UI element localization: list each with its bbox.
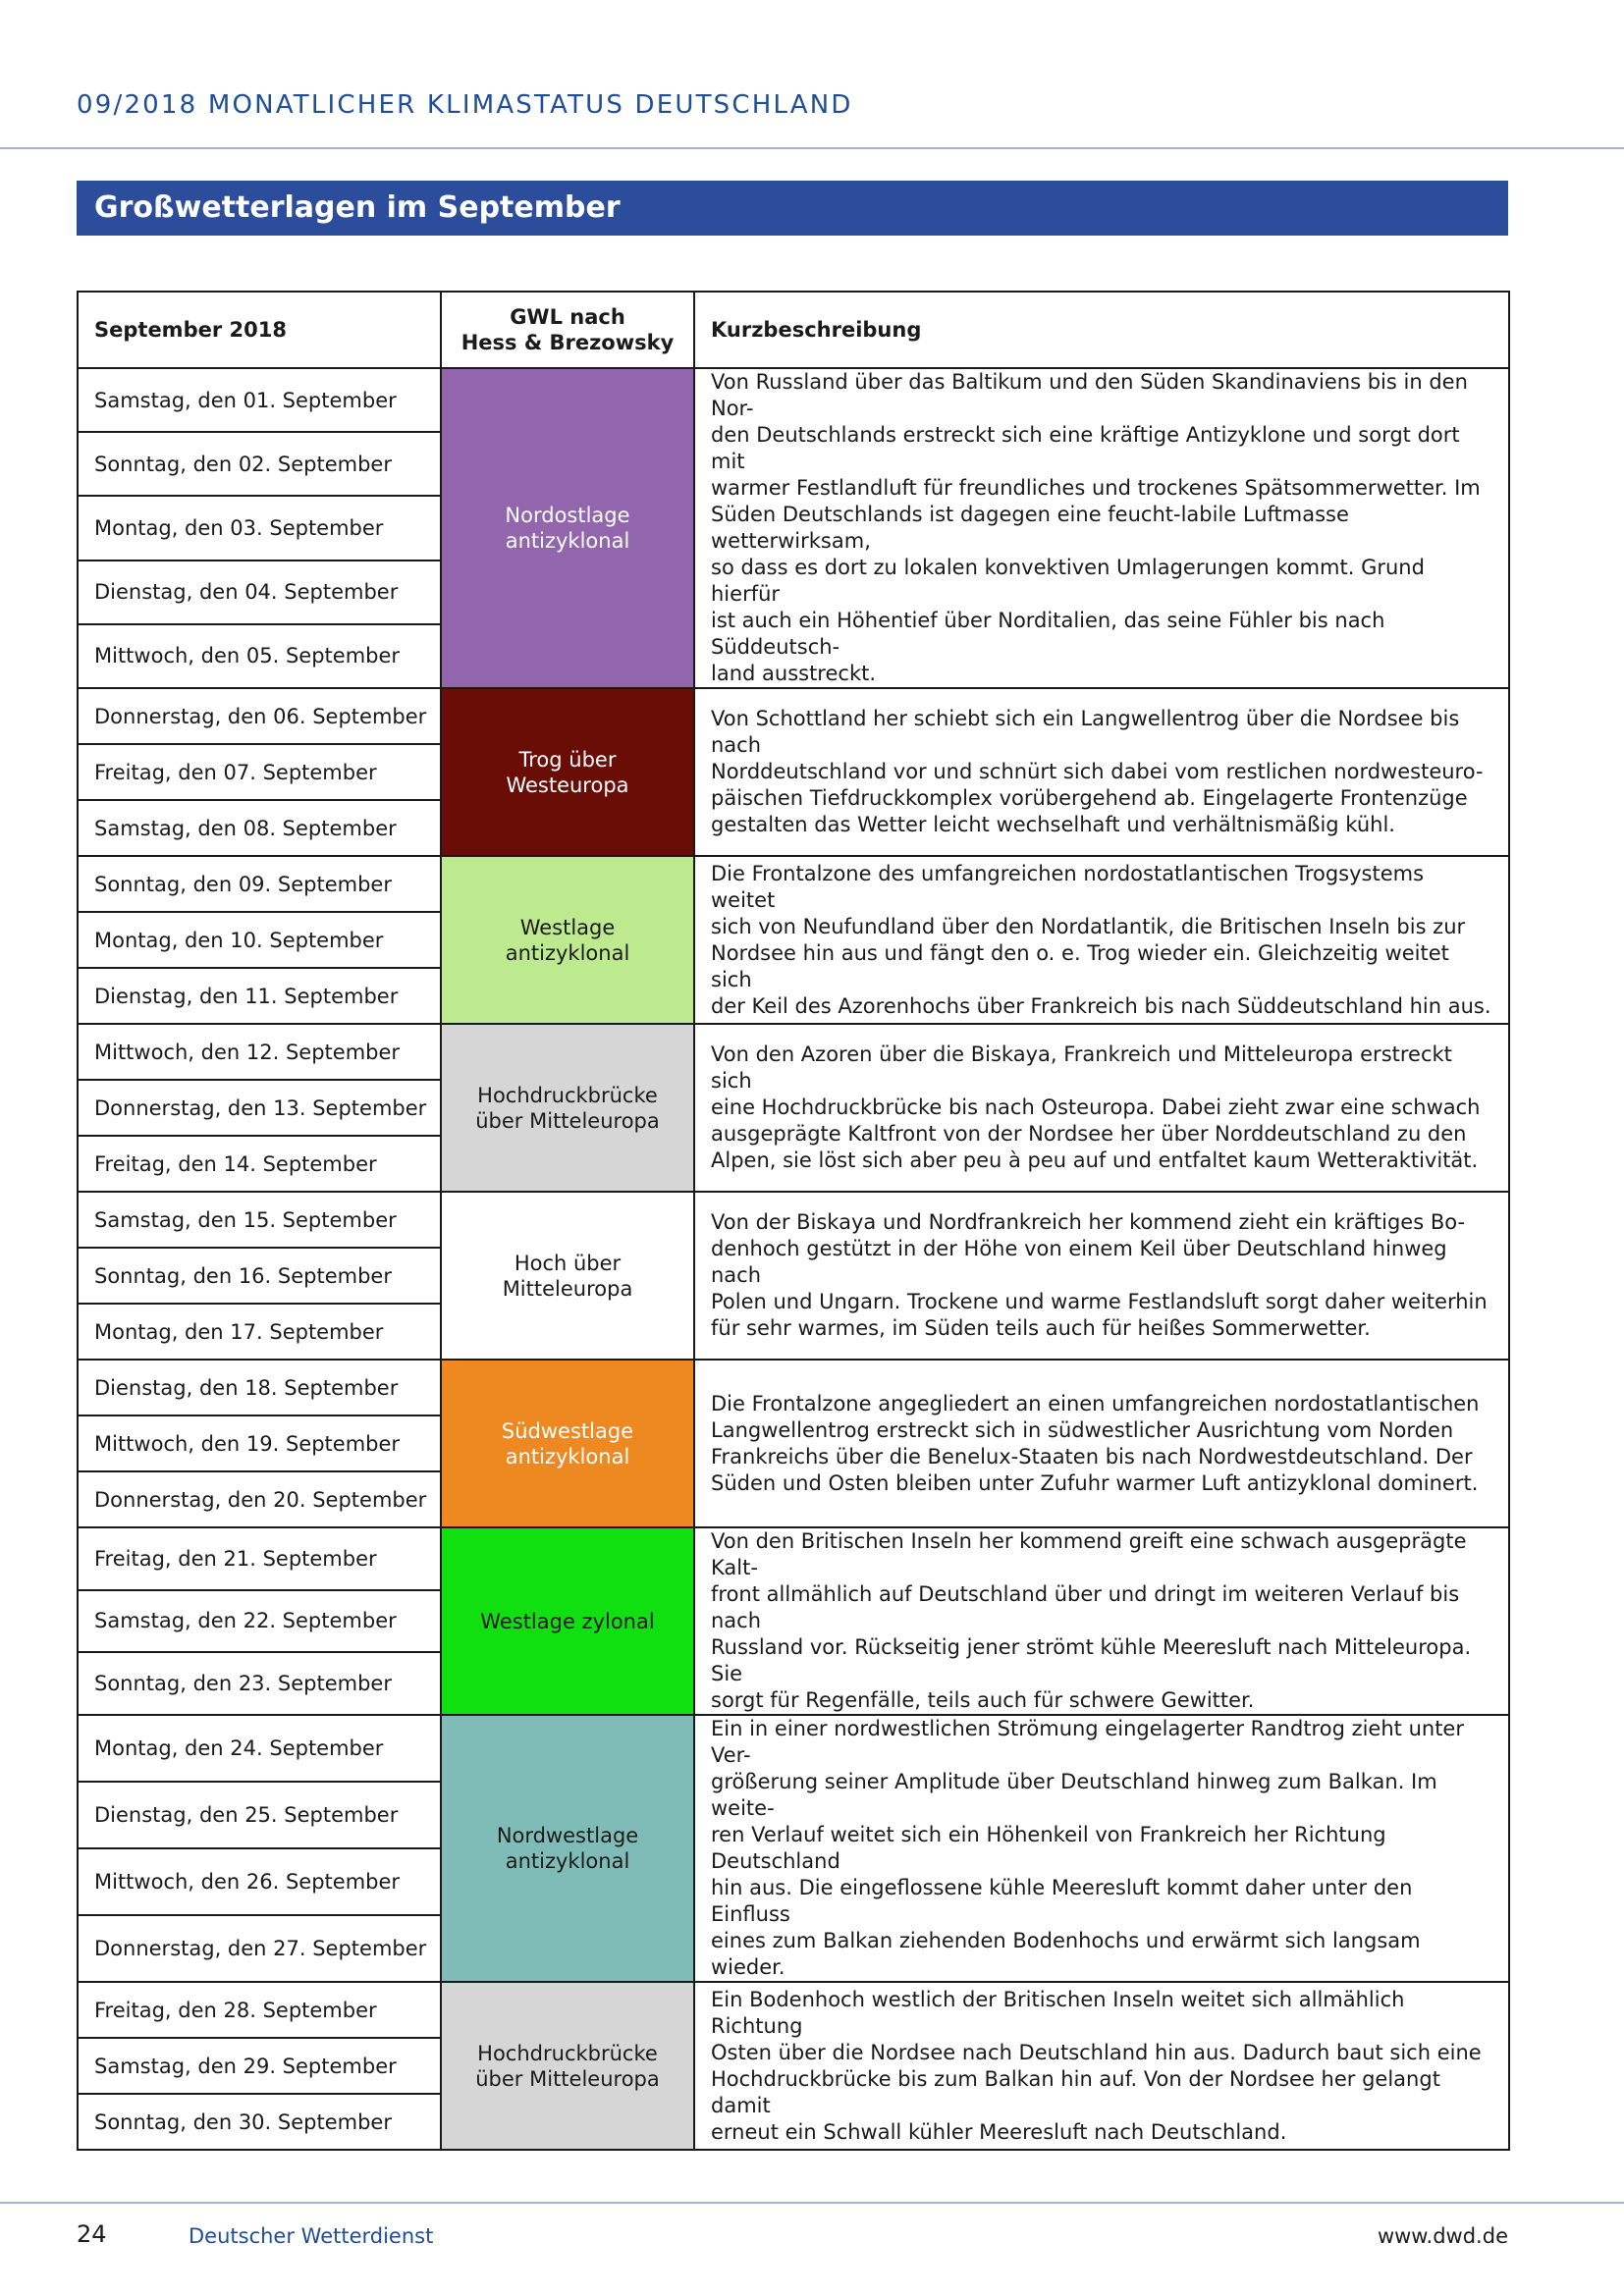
description-line: Polen und Ungarn. Trockene und warme Festlandsluft sorgt daher weiterhin bbox=[711, 1290, 1488, 1313]
gwl-type-cell bbox=[441, 1360, 694, 1527]
gwl-type-line1: Hochdruckbrücke bbox=[477, 1083, 658, 1107]
description-line: Von den Azoren über die Biskaya, Frankreich und Mitteleuropa erstreckt sich bbox=[711, 1042, 1452, 1093]
description-line: warmer Festlandluft für freundliches und trockenes Spätsommerwetter. Im bbox=[711, 476, 1481, 500]
gwl-type-line2: antizyklonal bbox=[505, 940, 630, 965]
date-cell: Freitag, den 28. September bbox=[78, 1982, 441, 2038]
date-cell: Sonntag, den 30. September bbox=[78, 2094, 441, 2150]
description-line: Süden Deutschlands ist dagegen eine feucht-labile Luftmasse wetterwirksam, bbox=[711, 503, 1349, 553]
description-cell bbox=[694, 856, 1509, 1024]
header-gwl-line2: Hess & Brezowsky bbox=[460, 331, 675, 354]
date-cell: Dienstag, den 11. September bbox=[78, 968, 441, 1024]
gwl-type-line2: antizyklonal bbox=[505, 1444, 630, 1468]
date-cell: Samstag, den 29. September bbox=[78, 2038, 441, 2094]
description-cell bbox=[694, 1024, 1509, 1192]
gwl-type-line1: Nordwestlage bbox=[496, 1824, 639, 1847]
header-description: Kurzbeschreibung bbox=[694, 292, 1509, 368]
date-cell: Sonntag, den 23. September bbox=[78, 1652, 441, 1715]
date-cell: Samstag, den 15. September bbox=[78, 1192, 441, 1248]
description-line: eine Hochdruckbrücke bis nach Osteuropa. Dabei zieht zwar eine schwach bbox=[711, 1095, 1481, 1119]
gwl-type-cell bbox=[441, 1192, 694, 1360]
header-gwl bbox=[441, 292, 694, 368]
description-line: so dass es dort zu lokalen konvektiven Umlagerungen kommt. Grund hierfür bbox=[711, 556, 1425, 606]
description-line: Norddeutschland vor und schnürt sich dabei vom restlichen nordwesteuro- bbox=[711, 760, 1484, 783]
table-body bbox=[78, 368, 1509, 2150]
description-line: päischen Tiefdruckkomplex vorübergehend ab. Eingelagerte Frontenzüge bbox=[711, 786, 1468, 810]
date-cell: Donnerstag, den 06. September bbox=[78, 688, 441, 744]
gwl-type-cell bbox=[441, 368, 694, 688]
date-cell: Donnerstag, den 13. September bbox=[78, 1080, 441, 1136]
description-line: ren Verlauf weitet sich ein Höhenkeil von Frankreich her Richtung Deutschland bbox=[711, 1823, 1386, 1873]
description-cell bbox=[694, 1982, 1509, 2150]
description-line: land ausstreckt. bbox=[711, 662, 877, 685]
date-cell: Mittwoch, den 05. September bbox=[78, 624, 441, 688]
date-cell: Donnerstag, den 27. September bbox=[78, 1915, 441, 1982]
description-line: Frankreichs über die Benelux-Staaten bis nach Nordwestdeutschland. Der bbox=[711, 1444, 1473, 1468]
date-cell: Samstag, den 08. September bbox=[78, 800, 441, 856]
table-row bbox=[78, 1360, 1509, 1415]
table-row bbox=[78, 856, 1509, 912]
date-cell: Freitag, den 21. September bbox=[78, 1527, 441, 1590]
date-cell: Freitag, den 14. September bbox=[78, 1136, 441, 1192]
date-cell: Montag, den 17. September bbox=[78, 1304, 441, 1360]
description-line: Hochdruckbrücke bis zum Balkan hin auf. Von der Nordsee her gelangt damit bbox=[711, 2066, 1440, 2117]
table-row bbox=[78, 1024, 1509, 1080]
gwl-type-line1: Südwestlage bbox=[501, 1418, 634, 1443]
description-line: sich von Neufundland über den Nordatlantik, die Britischen Inseln bis zur bbox=[711, 914, 1466, 938]
footer-organization: Deutscher Wetterdienst bbox=[189, 2224, 434, 2248]
gwl-type-line1: Westlage zylonal bbox=[480, 1609, 655, 1633]
description-cell bbox=[694, 368, 1509, 688]
date-cell: Montag, den 03. September bbox=[78, 496, 441, 560]
gwl-type-cell bbox=[441, 1715, 694, 1982]
footer-divider bbox=[0, 2202, 1624, 2204]
description-line: Ein Bodenhoch westlich der Britischen Inseln weitet sich allmählich Richtung bbox=[711, 1987, 1405, 2038]
date-cell: Mittwoch, den 26. September bbox=[78, 1848, 441, 1915]
section-title: Großwetterlagen im September bbox=[77, 181, 1508, 236]
gwl-type-line2: antizyklonal bbox=[505, 529, 630, 553]
gwl-type-line1: Nordostlage bbox=[505, 504, 630, 527]
description-line: Von Russland über das Baltikum und den Süden Skandinaviens bis in den Nor- bbox=[711, 370, 1468, 420]
description-line: Ein in einer nordwestlichen Strömung eingelagerter Randtrog zieht unter Ver- bbox=[711, 1717, 1464, 1767]
description-cell bbox=[694, 1527, 1509, 1715]
date-cell: Sonntag, den 09. September bbox=[78, 856, 441, 912]
table-row bbox=[78, 1715, 1509, 1782]
description-cell bbox=[694, 1192, 1509, 1360]
date-cell: Mittwoch, den 12. September bbox=[78, 1024, 441, 1080]
description-line: front allmählich auf Deutschland über und dringt im weiteren Verlauf bis nach bbox=[711, 1582, 1460, 1632]
table-row bbox=[78, 688, 1509, 744]
description-line: ausgeprägte Kaltfront von der Nordsee her über Norddeutschland zu den bbox=[711, 1122, 1467, 1146]
description-line: Von der Biskaya und Nordfrankreich her kommend zieht ein kräftiges Bo- bbox=[711, 1210, 1466, 1234]
description-cell bbox=[694, 1360, 1509, 1527]
date-cell: Montag, den 24. September bbox=[78, 1715, 441, 1782]
header-divider bbox=[0, 147, 1624, 149]
date-cell: Samstag, den 01. September bbox=[78, 368, 441, 432]
description-line: Die Frontalzone des umfangreichen nordostatlantischen Trogsystems weitet bbox=[711, 861, 1425, 912]
gwl-type-line1: Hochdruckbrücke bbox=[477, 2041, 658, 2065]
date-cell: Dienstag, den 25. September bbox=[78, 1782, 441, 1848]
description-line: denhoch gestützt in der Höhe von einem Keil über Deutschland hinweg nach bbox=[711, 1237, 1447, 1287]
description-line: Langwellentrog erstreckt sich in südwestlicher Ausrichtung vom Norden bbox=[711, 1417, 1454, 1442]
gwl-type-line1: Trog über bbox=[518, 747, 617, 772]
gwl-type-cell bbox=[441, 1024, 694, 1192]
description-line: Die Frontalzone angegliedert an einen umfangreichen nordostatlantischen bbox=[711, 1391, 1480, 1415]
description-line: Von den Britischen Inseln her kommend greift eine schwach ausgeprägte Kalt- bbox=[711, 1529, 1467, 1579]
footer-url: www.dwd.de bbox=[1377, 2224, 1508, 2248]
description-line: größerung seiner Amplitude über Deutschland hinweg zum Balkan. Im weite- bbox=[711, 1770, 1437, 1820]
table-row bbox=[78, 1982, 1509, 2038]
description-line: ist auch ein Höhentief über Norditalien, das seine Fühler bis nach Süddeutsch- bbox=[711, 609, 1385, 659]
weather-pattern-table bbox=[77, 291, 1510, 2151]
header-date: September 2018 bbox=[78, 292, 441, 368]
description-line: gestalten das Wetter leicht wechselhaft und verhältnismäßig kühl. bbox=[711, 813, 1395, 836]
date-cell: Freitag, den 07. September bbox=[78, 744, 441, 800]
table-row bbox=[78, 1192, 1509, 1248]
gwl-type-line2: antizyklonal bbox=[505, 1849, 630, 1873]
page-number: 24 bbox=[77, 2220, 107, 2248]
gwl-type-cell bbox=[441, 856, 694, 1024]
gwl-type-line1: Hoch über bbox=[514, 1251, 622, 1275]
description-cell bbox=[694, 688, 1509, 856]
date-cell: Mittwoch, den 19. September bbox=[78, 1415, 441, 1471]
description-line: Nordsee hin aus und fängt den o. e. Trog wieder ein. Gleichzeitig weitet sich bbox=[711, 940, 1449, 991]
description-line: der Keil des Azorenhochs über Frankreich bis nach Süddeutschland hin aus. bbox=[711, 993, 1491, 1018]
gwl-type-line2: Westeuropa bbox=[506, 773, 629, 797]
date-cell: Dienstag, den 04. September bbox=[78, 561, 441, 624]
description-line: Alpen, sie löst sich aber peu à peu auf und entfaltet kaum Wetteraktivität. bbox=[711, 1148, 1479, 1172]
description-line: Süden und Osten bleiben unter Zufuhr warmer Luft antizyklonal dominert. bbox=[711, 1470, 1479, 1495]
date-cell: Samstag, den 22. September bbox=[78, 1590, 441, 1653]
document-header-title: 09/2018 MONATLICHER KLIMASTATUS DEUTSCHLAND bbox=[77, 90, 853, 120]
gwl-type-cell bbox=[441, 1527, 694, 1715]
description-line: den Deutschlands erstreckt sich eine kräftige Antizyklone und sorgt dort mit bbox=[711, 423, 1460, 473]
date-cell: Sonntag, den 16. September bbox=[78, 1248, 441, 1304]
gwl-type-line2: Mitteleuropa bbox=[502, 1276, 633, 1301]
gwl-type-line1: Westlage bbox=[519, 915, 616, 939]
description-line: Osten über die Nordsee nach Deutschland hin aus. Dadurch baut sich eine bbox=[711, 2040, 1482, 2064]
date-cell: Montag, den 10. September bbox=[78, 912, 441, 968]
date-cell: Dienstag, den 18. September bbox=[78, 1360, 441, 1415]
header-gwl-line1: GWL nach bbox=[510, 305, 625, 329]
gwl-type-cell bbox=[441, 1982, 694, 2150]
description-line: sorgt für Regenfälle, teils auch für schwere Gewitter. bbox=[711, 1688, 1255, 1712]
table-header-row bbox=[78, 292, 1509, 368]
table-row bbox=[78, 1527, 1509, 1590]
gwl-type-cell bbox=[441, 688, 694, 856]
description-line: Russland vor. Rückseitig jener strömt kühle Meeresluft nach Mitteleuropa. Sie bbox=[711, 1635, 1472, 1685]
description-line: für sehr warmes, im Süden teils auch für heißes Sommerwetter. bbox=[711, 1316, 1371, 1340]
description-line: eines zum Balkan ziehenden Bodenhochs und erwärmt sich langsam wieder. bbox=[711, 1929, 1421, 1979]
date-cell: Sonntag, den 02. September bbox=[78, 432, 441, 496]
gwl-type-line2: über Mitteleuropa bbox=[475, 2066, 660, 2091]
description-line: erneut ein Schwall kühler Meeresluft nach Deutschland. bbox=[711, 2119, 1287, 2144]
gwl-type-line2: über Mitteleuropa bbox=[475, 1108, 660, 1133]
description-line: Von Schottland her schiebt sich ein Langwellentrog über die Nordsee bis nach bbox=[711, 707, 1460, 757]
date-cell: Donnerstag, den 20. September bbox=[78, 1471, 441, 1527]
description-line: hin aus. Die eingeflossene kühle Meeresluft kommt daher unter den Einfluss bbox=[711, 1876, 1413, 1926]
description-cell bbox=[694, 1715, 1509, 1982]
table-row bbox=[78, 368, 1509, 432]
